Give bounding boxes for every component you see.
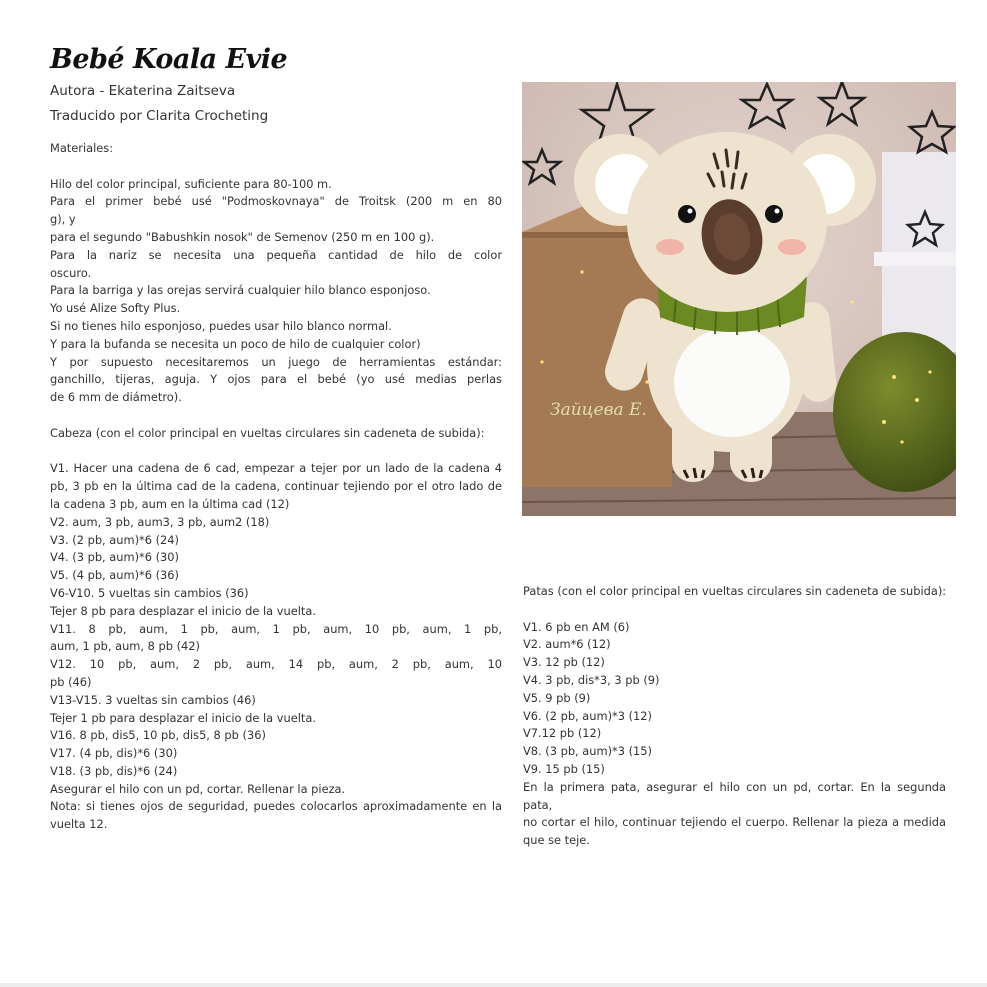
blank-line xyxy=(50,407,502,425)
text-line: la cadena 3 pb, aum en la última cad (12) xyxy=(50,496,290,511)
text-line: V3. 12 pb (12) xyxy=(523,655,605,670)
bottom-divider xyxy=(0,983,987,987)
blank-line xyxy=(523,601,946,619)
text-line: g), y xyxy=(50,212,76,227)
koala-amigurumi-photo xyxy=(522,82,956,516)
text-line: V1. Hacer una cadena de 6 cad, empezar a tejer por un lado de la cadena 4 xyxy=(50,461,502,476)
text-line: V6-V10. 5 vueltas sin cambios (36) xyxy=(50,585,249,600)
text-line: V17. (4 pb, dis)*6 (30) xyxy=(50,746,178,761)
text-line: V7.12 pb (12) xyxy=(523,726,602,741)
text-line: oscuro. xyxy=(50,265,92,280)
text-line: V8. (3 pb, aum)*3 (15) xyxy=(523,744,652,759)
text-line: no cortar el hilo, continuar tejiendo el cuerpo. Rellenar la pieza a medida xyxy=(523,815,946,830)
text-line: Asegurar el hilo con un pd, cortar. Rellenar la pieza. xyxy=(50,781,346,796)
text-line: V6. (2 pb, aum)*3 (12) xyxy=(523,708,652,723)
text-line: V1. 6 pb en AM (6) xyxy=(523,619,630,634)
text-line: Materiales: xyxy=(50,141,114,155)
text-line: Si no tienes hilo esponjoso, puedes usar hilo blanco normal. xyxy=(50,318,392,333)
text-line: Y por supuesto necesitaremos un juego de herramientas estándar: xyxy=(50,354,502,369)
text-line: vuelta 12. xyxy=(50,817,108,832)
text-line: V4. (3 pb, aum)*6 (30) xyxy=(50,550,179,565)
text-line: Y para la bufanda se necesita un poco de hilo de cualquier color) xyxy=(50,336,421,351)
text-line: V12. 10 pb, aum, 2 pb, aum, 14 pb, aum, 2 pb, aum, 10 xyxy=(50,657,502,672)
text-line: pb, 3 pb en la última cad de la cadena, continuar tejiendo por el otro lado de xyxy=(50,479,502,494)
text-line: pb (46) xyxy=(50,674,92,689)
author-line: Autora - Ekaterina Zaitseva xyxy=(50,83,236,99)
text-line: V3. (2 pb, aum)*6 (24) xyxy=(50,532,179,547)
text-line: V5. 9 pb (9) xyxy=(523,690,591,705)
document-title: Bebé Koala Evie xyxy=(50,44,288,75)
koala-illustration xyxy=(522,82,956,516)
text-line: ganchillo, tijeras, aguja. Y ojos para el bebé (yo usé medias perlas xyxy=(50,372,502,387)
text-line: V13-V15. 3 vueltas sin cambios (46) xyxy=(50,692,256,707)
text-line: V2. aum, 3 pb, aum3, 3 pb, aum2 (18) xyxy=(50,514,270,529)
text-line: Hilo del color principal, suficiente para 80-100 m. xyxy=(50,176,332,191)
blank-line xyxy=(50,443,502,461)
text-line: En la primera pata, asegurar el hilo con un pd, cortar. En la segunda pata, xyxy=(523,779,946,812)
text-line: V18. (3 pb, dis)*6 (24) xyxy=(50,763,178,778)
text-line: Patas (con el color principal en vueltas circulares sin cadeneta de subida): xyxy=(523,584,947,598)
text-line: V4. 3 pb, dis*3, 3 pb (9) xyxy=(523,672,660,687)
text-line: Para el primer bebé usé "Podmoskovnaya" de Troitsk (200 m en 80 xyxy=(50,194,502,209)
text-line: que se teje. xyxy=(523,833,590,848)
text-line: Cabeza (con el color principal en vueltas circulares sin cadeneta de subida): xyxy=(50,425,485,440)
text-line: V5. (4 pb, aum)*6 (36) xyxy=(50,568,179,583)
right-text-column xyxy=(523,583,946,850)
text-line: Yo usé Alize Softy Plus. xyxy=(50,301,181,316)
text-line: V11. 8 pb, aum, 1 pb, aum, 1 pb, aum, 10 pb, aum, 1 pb, xyxy=(50,621,502,636)
text-line: para el segundo "Babushkin nosok" de Semenov (250 m en 100 g). xyxy=(50,229,435,244)
text-line: Para la barriga y las orejas servirá cualquier hilo blanco esponjoso. xyxy=(50,283,431,298)
translator-line: Traducido por Clarita Crocheting xyxy=(50,108,269,124)
blank-line xyxy=(50,158,502,176)
text-line: V16. 8 pb, dis5, 10 pb, dis5, 8 pb (36) xyxy=(50,728,266,743)
text-line: Para la nariz se necesita una pequeña cantidad de hilo de color xyxy=(50,247,502,262)
left-text-column xyxy=(50,140,502,834)
text-line: aum, 1 pb, aum, 8 pb (42) xyxy=(50,639,200,654)
text-line: V9. 15 pb (15) xyxy=(523,761,605,776)
text-line: Nota: si tienes ojos de seguridad, puedes colocarlos aproximadamente en la xyxy=(50,799,502,814)
text-line: Tejer 8 pb para desplazar el inicio de la vuelta. xyxy=(50,603,316,618)
text-line: de 6 mm de diámetro). xyxy=(50,390,182,405)
text-line: V2. aum*6 (12) xyxy=(523,637,611,652)
text-line: Tejer 1 pb para desplazar el inicio de la vuelta. xyxy=(50,710,316,725)
photo-watermark: Зайцева Е. xyxy=(550,400,647,420)
